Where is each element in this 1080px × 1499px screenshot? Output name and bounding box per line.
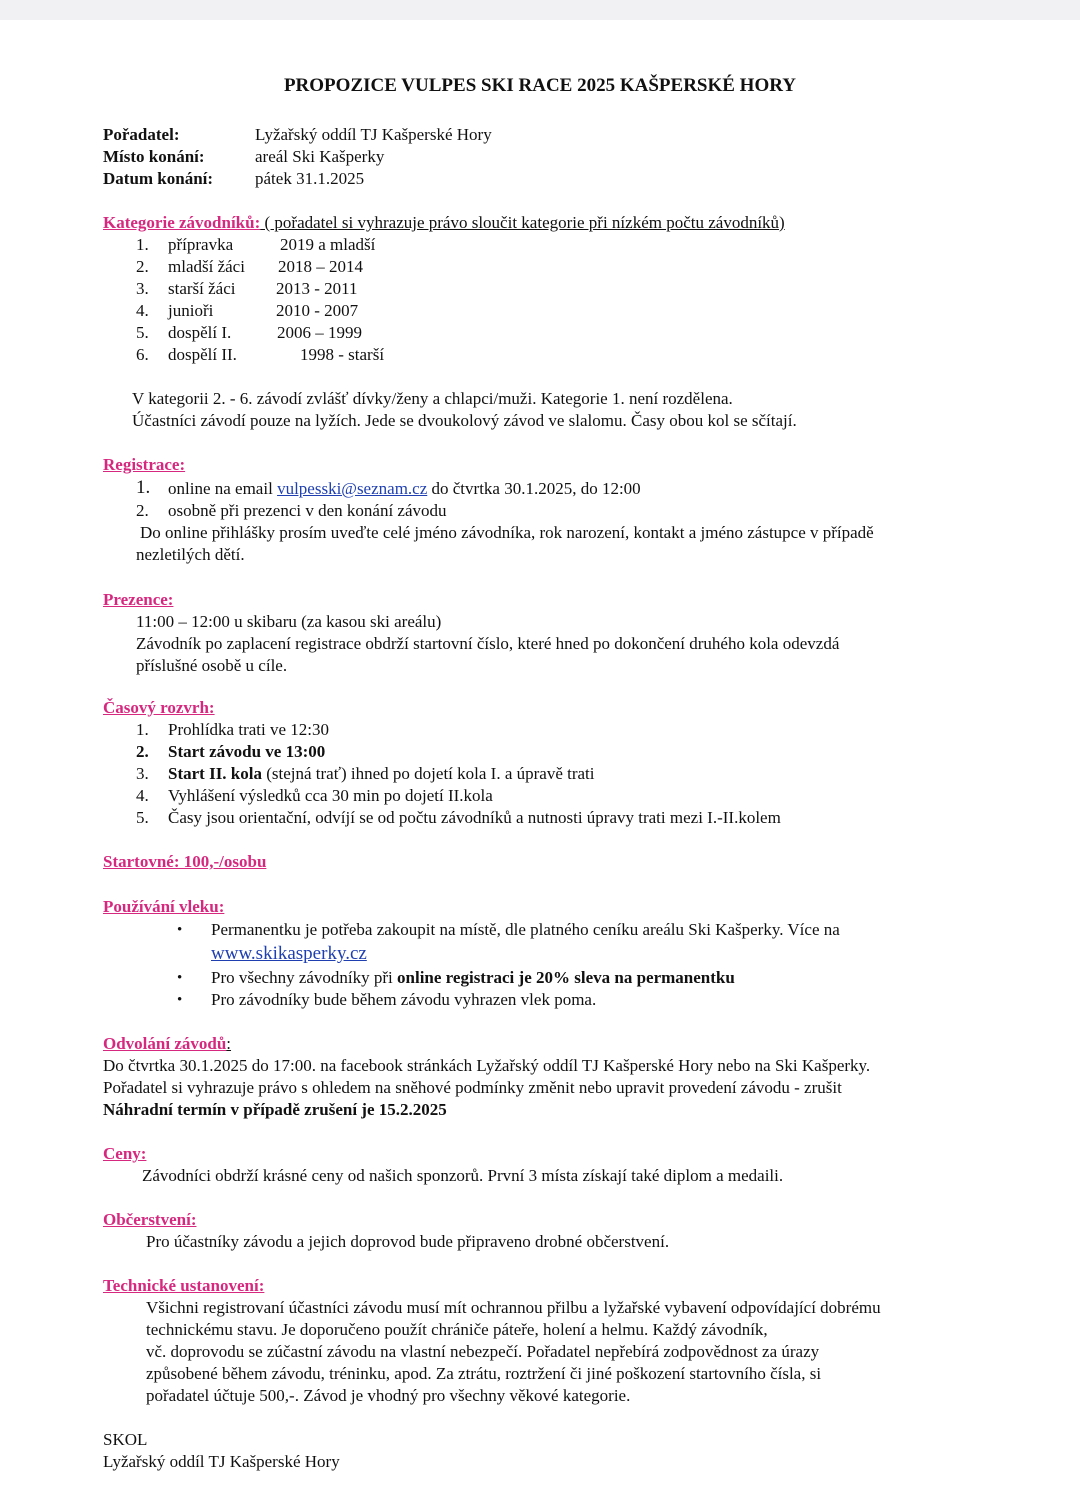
- odvolani-heading-line: [103, 1033, 231, 1055]
- kategorie-name-6: dospělí II.: [168, 345, 237, 364]
- odvolani-line-3: Náhradní termín v případě zrušení je 15.2.2025: [103, 1100, 447, 1119]
- rozvrh-item-5: Časy jsou orientační, odvíjí se od počtu závodníků a nutnosti úpravy trati mezi I.-II.kolem: [168, 808, 781, 827]
- technicke-line-1: Všichni registrovaní účastníci závodu musí mít ochrannou přilbu a lyžařské vybavení odpovídající dobrému: [146, 1298, 881, 1317]
- info-value-venue: areál Ski Kašperky: [255, 147, 385, 166]
- ceny-heading: Ceny:: [103, 1144, 147, 1163]
- info-label-venue: Místo konání:: [103, 147, 205, 166]
- kategorie-years-6: 1998 - starší: [300, 345, 385, 364]
- rozvrh-item-2: Start závodu ve 13:00: [168, 742, 326, 761]
- technicke-line-4: způsobené během závodu, tréninku, apod. Za ztrátu, roztržení či jiné poškození startovního čísla, si: [146, 1364, 822, 1383]
- registrace-text-2: nezletilých dětí.: [136, 545, 245, 564]
- skikasperky-link[interactable]: www.skikasperky.cz: [211, 943, 367, 964]
- info-value-date: pátek 31.1.2025: [255, 169, 365, 188]
- registrace-item-1-post: do čtvrtka 30.1.2025, do 12:00: [427, 479, 641, 498]
- vlek-bullet-2-pre: Pro všechny závodníky při: [211, 968, 398, 987]
- kategorie-num-5: 5.: [136, 323, 149, 342]
- bullet-icon: •: [177, 922, 183, 938]
- kategorie-num-3: 3.: [136, 279, 149, 298]
- rozvrh-num-2: 2.: [136, 742, 149, 761]
- odvolani-line-1: Do čtvrtka 30.1.2025 do 17:00. na facebook stránkách Lyžařský oddíl TJ Kašperské Hory nebo na Ski Kašperky.: [103, 1056, 871, 1075]
- prezence-line-3: příslušné osobě u cíle.: [136, 656, 288, 675]
- kategorie-name-5: dospělí I.: [168, 323, 232, 342]
- document-title: PROPOZICE VULPES SKI RACE 2025 KAŠPERSKÉ HORY: [283, 75, 797, 96]
- rozvrh-item-3-bold: Start II. kola: [168, 764, 262, 783]
- prezence-line-2: Závodník po zaplacení registrace obdrží startovní číslo, které hned po dokončení druhého kola odevzdá: [136, 634, 840, 653]
- info-value-organizer: Lyžařský oddíl TJ Kašperské Hory: [255, 125, 492, 144]
- rozvrh-num-4: 4.: [136, 786, 149, 805]
- kategorie-text-2: Účastníci závodí pouze na lyžích. Jede se dvoukolový závod ve slalomu. Časy obou kol se sčítají.: [132, 411, 797, 430]
- rozvrh-item-4: Vyhlášení výsledků cca 30 min po dojetí II.kola: [168, 786, 493, 805]
- obcerstveni-line: Pro účastníky závodu a jejich doprovod bude připraveno drobné občerstvení.: [146, 1232, 670, 1251]
- rozvrh-item-1: Prohlídka trati ve 12:30: [168, 720, 330, 739]
- kategorie-years-1: 2019 a mladší: [280, 235, 376, 254]
- vlek-heading: Používání vleku:: [103, 897, 225, 916]
- kategorie-num-4: 4.: [136, 301, 149, 320]
- technicke-line-2: technickému stavu. Je doporučeno použít chrániče páteře, holení a helmu. Každý závodník,: [146, 1320, 768, 1339]
- prezence-heading: Prezence:: [103, 590, 174, 609]
- vlek-bullet-2-bold: online registraci je 20% sleva na permanentku: [397, 968, 735, 987]
- obcerstveni-heading: Občerstvení:: [103, 1210, 197, 1229]
- footer-skol: SKOL: [103, 1430, 148, 1449]
- footer-club: Lyžařský oddíl TJ Kašperské Hory: [103, 1452, 340, 1471]
- bullet-icon: •: [177, 992, 183, 1008]
- rozvrh-num-1: 1.: [136, 720, 149, 739]
- rozvrh-num-3: 3.: [136, 764, 149, 783]
- vlek-bullet-1: Permanentku je potřeba zakoupit na místě, dle platného ceníku areálu Ski Kašperky. Více na: [211, 920, 840, 939]
- vlek-bullet-3: Pro závodníky bude během závodu vyhrazen vlek poma.: [211, 990, 597, 1009]
- info-label-organizer: Pořadatel:: [103, 125, 180, 144]
- registrace-heading: Registrace:: [103, 455, 186, 474]
- kategorie-years-4: 2010 - 2007: [276, 301, 359, 320]
- kategorie-name-1: přípravka: [168, 235, 234, 254]
- bullet-icon: •: [177, 970, 183, 986]
- kategorie-num-2: 2.: [136, 257, 149, 276]
- registrace-item-1: [168, 478, 641, 500]
- kategorie-name-2: mladší žáci: [168, 257, 245, 276]
- kategorie-text-1: V kategorii 2. - 6. závodí zvlášť dívky/ženy a chlapci/muži. Kategorie 1. není rozdělena.: [132, 389, 733, 408]
- technicke-heading: Technické ustanovení:: [103, 1276, 265, 1295]
- prezence-line-1: 11:00 – 12:00 u skibaru (za kasou ski areálu): [136, 612, 442, 631]
- kategorie-num-1: 1.: [136, 235, 149, 254]
- kategorie-heading: Kategorie závodníků:: [103, 213, 261, 232]
- registrace-num-1: 1.: [136, 477, 151, 498]
- technicke-line-5: pořadatel účtuje 500,-. Závod je vhodný pro všechny věkové kategorie.: [146, 1386, 631, 1405]
- kategorie-name-4: junioři: [168, 301, 214, 320]
- registrace-num-2: 2.: [136, 501, 149, 520]
- rozvrh-heading: Časový rozvrh:: [103, 698, 215, 717]
- info-label-date: Datum konání:: [103, 169, 214, 188]
- odvolani-colon: :: [226, 1034, 232, 1053]
- rozvrh-num-5: 5.: [136, 808, 149, 827]
- odvolani-heading: Odvolání závodů: [103, 1034, 227, 1053]
- kategorie-num-6: 6.: [136, 345, 149, 364]
- kategorie-years-3: 2013 - 2011: [276, 279, 358, 298]
- kategorie-heading-line: [103, 212, 785, 234]
- ceny-line: Závodníci obdrží krásné ceny od našich sponzorů. První 3 místa získají také diplom a medaili.: [142, 1166, 784, 1185]
- rozvrh-item-3: [168, 763, 595, 785]
- kategorie-years-2: 2018 – 2014: [278, 257, 363, 276]
- startovne-heading: Startovné: 100,-/osobu: [103, 852, 267, 871]
- registrace-item-1-pre: online na email: [168, 479, 278, 498]
- technicke-line-3: vč. doprovodu se zúčastní závodu na vlastní nebezpečí. Pořadatel nepřebírá zodpovědnost za úrazy: [146, 1342, 820, 1361]
- kategorie-note: ( pořadatel si vyhrazuje právo sloučit kategorie při nízkém počtu závodníků): [260, 213, 785, 232]
- kategorie-years-5: 2006 – 1999: [277, 323, 362, 342]
- rozvrh-item-3-rest: (stejná trať) ihned po dojetí kola I. a úpravě trati: [261, 764, 595, 783]
- registrace-text-1: Do online přihlášky prosím uveďte celé jméno závodníka, rok narození, kontakt a jméno zástupce v případě: [140, 523, 874, 542]
- registrace-email-link[interactable]: vulpesski@seznam.cz: [277, 479, 428, 498]
- odvolani-line-2: Pořadatel si vyhrazuje právo s ohledem na sněhové podmínky změnit nebo upravit provedení závodu - zrušit: [103, 1078, 842, 1097]
- vlek-bullet-2: [211, 967, 735, 989]
- kategorie-name-3: starší žáci: [168, 279, 236, 298]
- registrace-item-2: osobně při prezenci v den konání závodu: [168, 501, 447, 520]
